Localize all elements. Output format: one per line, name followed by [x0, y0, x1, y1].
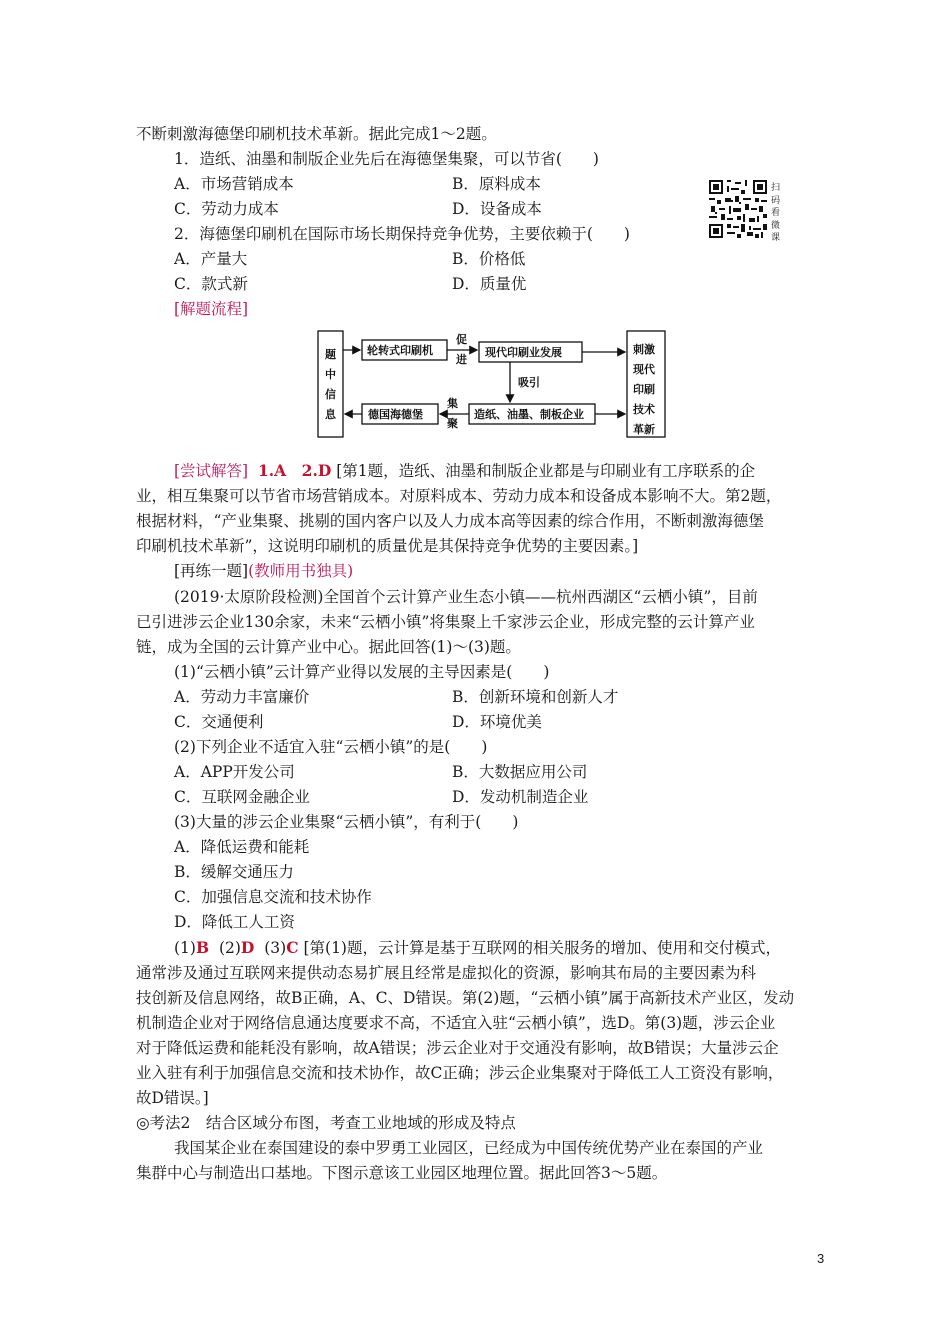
answer2-ans1: B — [195, 938, 210, 957]
final-line1: 我国某企业在泰国建设的泰中罗勇工业园区，已经成为中国传统优势产业在泰国的产业 — [174, 1139, 764, 1157]
flow-right-1: 刺激 — [633, 343, 655, 356]
answer2-line4: 机制造企业对于网络信息通达度要求不高，不适宜入驻“云栖小镇”，选D。第(3)题，涉云企业 — [136, 1014, 776, 1032]
flow-top-right: 现代印刷业发展 — [485, 346, 562, 359]
answer2-num3: (3) — [264, 939, 287, 957]
flow-arrow-top-1: 促 — [456, 333, 467, 346]
flow-arrow-top-2: 进 — [456, 353, 467, 366]
q1-option-b: B．原料成本 — [452, 175, 541, 193]
sq2-stem: (2)下列企业不适宜入驻“云栖小镇”的是( ) — [174, 738, 488, 756]
flow-left-2: 中 — [325, 368, 336, 381]
answer1-answers: 1.A 2.D — [257, 461, 332, 480]
flow-box-info — [318, 331, 343, 437]
answer1-line3: 根据材料，“产业集聚、挑剔的国内客户以及人力成本高等因素的综合作用，不断刺激海德堡 — [136, 512, 764, 530]
flow-right-4: 技术 — [633, 403, 655, 416]
flow-right-3: 印刷 — [633, 383, 655, 396]
answer2-first-line — [174, 938, 781, 958]
practice-teacher-only: (教师用书独具) — [248, 562, 354, 580]
flow-title: [解题流程] — [174, 300, 249, 318]
sq2-option-b: B．大数据应用公司 — [452, 763, 588, 781]
flow-left-3: 信 — [325, 388, 336, 401]
answer2-line1: [第(1)题，云计算是基于互联网的相关服务的增加、使用和交付模式， — [303, 939, 781, 957]
flow-arrow-vertical: 吸引 — [518, 376, 540, 389]
q1-option-a: A．市场营销成本 — [174, 175, 294, 193]
answer2-line3: 技创新及信息网络，故B正确，A、C、D错误。第(2)题，“云栖小镇”属于高新技术产业区，发动 — [136, 989, 795, 1007]
method2-heading: ◎考法2 结合区域分布图，考查工业地域的形成及特点 — [136, 1114, 516, 1132]
flow-arrow-bottom-1: 集 — [447, 397, 458, 410]
q2-option-d: D．质量优 — [452, 275, 527, 293]
answer1-tag: [尝试解答] — [174, 462, 249, 480]
qr-code-icon[interactable] — [709, 180, 767, 238]
q2-option-b: B．价格低 — [452, 250, 526, 268]
flow-bottom-right: 造纸、油墨、制板企业 — [474, 408, 584, 421]
flow-top-mid: 轮转式印刷机 — [367, 344, 433, 357]
answer2-line7: 故D错误。] — [136, 1089, 209, 1107]
practice-header — [174, 561, 353, 581]
flow-right-5: 革新 — [633, 423, 655, 436]
practice-p3: 链，成为全国的云计算产业中心。据此回答(1)～(3)题。 — [136, 638, 521, 656]
answer2-ans2: D — [240, 938, 255, 957]
answer2-line2: 通常涉及通过互联网来提供动态易扩展且经常是虚拟化的资源，影响其布局的主要因素为科 — [136, 964, 757, 982]
final-line2: 集群中心与制造出口基地。下图示意该工业园区地理位置。据此回答3～5题。 — [136, 1164, 668, 1182]
q2-option-c: C．款式新 — [174, 275, 248, 293]
flow-arrow-bottom-2: 聚 — [447, 417, 458, 430]
q1-option-c: C．劳动力成本 — [174, 200, 279, 218]
page-number: 3 — [817, 1251, 825, 1266]
sq1-option-c: C．交通便利 — [174, 713, 264, 731]
sq1-option-a: A．劳动力丰富廉价 — [174, 688, 310, 706]
answer2-line5: 对于降低运费和能耗没有影响，故A错误；涉云企业对于交通没有影响，故B错误；大量涉云企 — [136, 1039, 779, 1057]
sq2-option-c: C．互联网金融企业 — [174, 788, 310, 806]
sq1-stem: (1)“云栖小镇”云计算产业得以发展的主导因素是( ) — [174, 663, 550, 681]
q2-stem: 2．海德堡印刷机在国际市场长期保持竞争优势，主要依赖于( ) — [174, 225, 630, 243]
sq1-option-d: D．环境优美 — [452, 713, 542, 731]
answer2-ans3: C — [286, 938, 299, 957]
answer1-line2: 业，相互集聚可以节省市场营销成本。对原料成本、劳动力成本和设备成本影响不大。第2题， — [136, 487, 782, 505]
q1-stem: 1．造纸、油墨和制版企业先后在海德堡集聚，可以节省( ) — [174, 150, 599, 168]
solution-flow-diagram — [317, 330, 667, 442]
sq3-option-b: B．缓解交通压力 — [174, 863, 294, 881]
intro-line: 不断刺激海德堡印刷机技术革新。据此完成1～2题。 — [136, 125, 497, 143]
sq3-option-c: C．加强信息交流和技术协作 — [174, 888, 372, 906]
answer2-line6: 业入驻有利于加强信息交流和技术协作，故C正确；涉云企业集聚对于降低工人工资没有影响， — [136, 1064, 784, 1082]
practice-tag: [再练一题] — [174, 562, 249, 580]
answer1-line1: [第1题，造纸、油墨和制版企业都是与印刷业有工序联系的企 — [336, 462, 756, 480]
q1-option-d: D．设备成本 — [452, 200, 542, 218]
sq2-option-d: D．发动机制造企业 — [452, 788, 589, 806]
sq3-option-a: A．降低运费和能耗 — [174, 838, 310, 856]
answer2-num1: (1) — [174, 939, 196, 957]
flow-bottom-mid: 德国海德堡 — [368, 408, 423, 421]
sq2-option-a: A．APP开发公司 — [174, 763, 295, 781]
qr-caption: 扫码看微课 — [771, 183, 781, 243]
sq1-option-b: B．创新环境和创新人才 — [452, 688, 619, 706]
flow-left-4: 息 — [325, 408, 336, 421]
answer1-line4: 印刷机技术革新”，这说明印刷机的质量优是其保持竞争优势的主要因素。] — [136, 537, 639, 555]
answer1-first-line — [174, 461, 755, 481]
sq3-stem: (3)大量的涉云企业集聚“云栖小镇”，有利于( ) — [174, 813, 519, 831]
flow-right-2: 现代 — [633, 363, 655, 376]
flow-left-1: 题 — [325, 348, 336, 361]
sq3-option-d: D．降低工人工资 — [174, 913, 295, 931]
answer2-num2: (2) — [218, 939, 241, 957]
practice-p1: (2019·太原阶段检测)全国首个云计算产业生态小镇——杭州西湖区“云栖小镇”，目前 — [174, 588, 758, 606]
practice-p2: 已引进涉云企业130余家，未来“云栖小镇”将集聚上千家涉云企业，形成完整的云计算产业 — [136, 613, 755, 631]
q2-option-a: A．产量大 — [174, 250, 248, 268]
